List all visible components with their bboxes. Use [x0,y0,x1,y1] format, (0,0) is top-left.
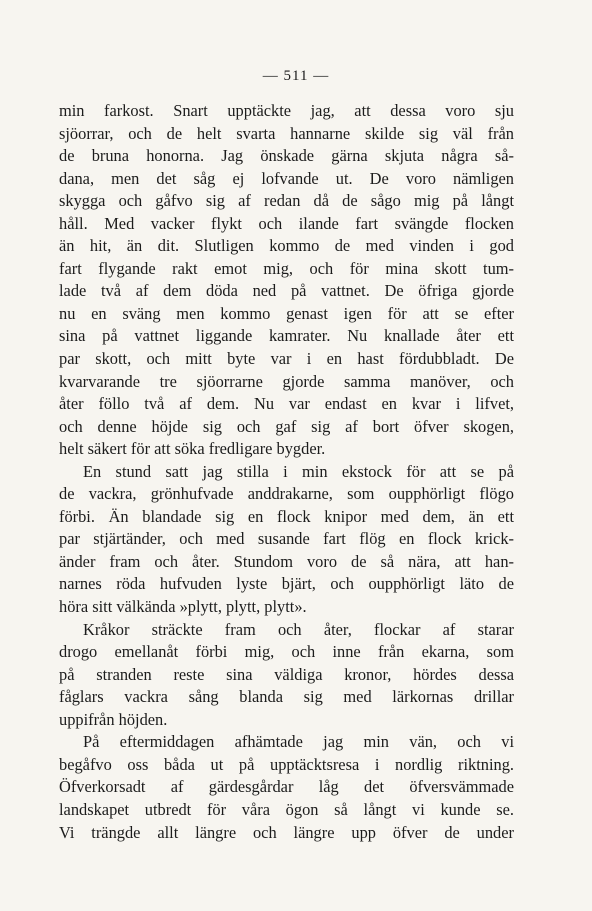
text-line: uppifrån höjden. [59,709,168,729]
text-line: landskapet utbredt för våra ögon så långt vi kunde se. [59,799,514,819]
text-line: min farkost. Snart upptäckte jag, att dessa voro sju [59,101,514,120]
text-line: fart flygande rakt emot mig, och för mina skott tum- [59,258,514,278]
text-line: par stjärtänder, och med susande fart flög en flock krick- [59,529,514,549]
text-line: Öfverkorsadt af gärdesgårdar låg det öfversvämmade [59,777,514,797]
text-line: fåglars vackra sång blanda sig med lärkornas drillar [59,687,514,707]
text-line: drogo emellanåt förbi mig, och inne från ekarna, som [59,642,514,662]
text-line: de vackra, grönhufvade anddrakarne, som oupphörligt flögo [59,484,514,504]
text-line: narnes röda hufvuden lyste bjärt, och oupphörligt läto de [59,574,514,594]
text-line: de bruna honorna. Jag önskade gärna skjuta några så- [59,146,514,166]
text-line: Kråkor sträckte fram och åter, flockar af starar [83,619,514,639]
text-line: dana, men det såg ej lofvande ut. De voro nämligen [59,168,514,188]
text-line: sjöorrar, och de helt svarta hannarne skilde sig väl från [59,123,514,143]
text-line: lade två af dem döda ned på vattnet. De öfriga gjorde [59,281,514,301]
text-line: änder fram och åter. Stundom voro de så nära, att han- [59,551,514,571]
text-line: och denne höjde sig och gaf sig af bort öfver skogen, [59,416,514,436]
text-line: Vi trängde allt längre och längre upp öfver de under [59,822,514,842]
text-line: På eftermiddagen afhämtade jag min vän, och vi [83,732,514,752]
text-line: skygga och gåfvo sig af redan då de sågo mig på långt [59,191,514,211]
body-text [59,100,514,844]
text-line: än hit, än dit. Slutligen kommo de med vinden i god [59,236,514,256]
page-number: — 511 — [262,68,330,84]
text-line: håll. Med vacker flykt och ilande fart svängde flocken [59,213,514,233]
text-line: höra sitt välkända »plytt, plytt, plytt». [59,597,307,617]
text-line: En stund satt jag stilla i min ekstock för att se på [83,461,514,481]
text-line: begåfvo oss båda ut på upptäcktsresa i nordlig riktning. [59,754,514,774]
text-line: åter föllo två af dem. Nu var endast en kvar i lifvet, [59,394,514,414]
text-line: sina på vattnet liggande kamrater. Nu knallade åter ett [59,326,514,346]
text-line: kvarvarande tre sjöorrarne gjorde samma manöver, och [59,371,514,391]
text-line: helt säkert för att söka fredligare bygder. [59,439,326,459]
text-line: förbi. Än blandade sig en flock knipor med dem, än ett [59,506,514,526]
text-line: nu en sväng men kommo genast igen för att se efter [59,303,514,323]
text-line: par skott, och mitt byte var i en hast fördubbladt. De [59,349,514,369]
text-line: på stranden reste sina väldiga kronor, hördes dessa [59,664,514,684]
